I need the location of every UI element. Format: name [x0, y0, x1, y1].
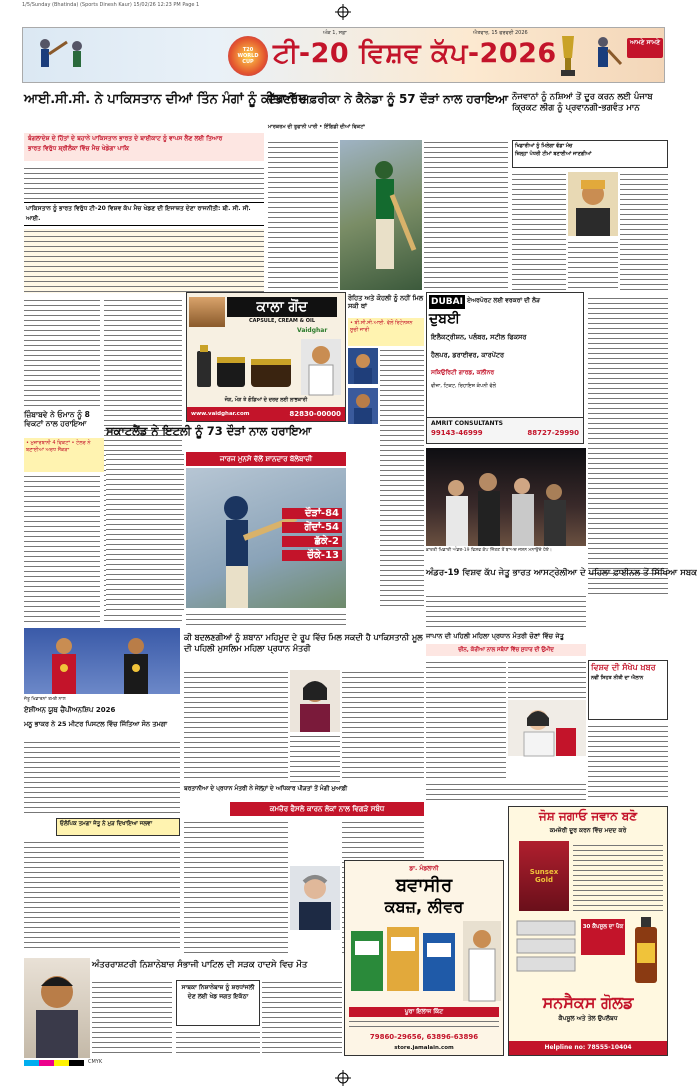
right-col-body-2	[588, 296, 668, 596]
sunsex-headline: ਜੋਸ਼ ਜਗਾਓ ਜਵਾਨ ਬਣੋ	[538, 809, 638, 823]
scotland-sub-bar: ਜਾਰਜ ਮੁਨਸੇ ਵੱਲੋਂ ਸ਼ਾਨਦਾਰ ਬੱਲੇਬਾਜ਼ੀ	[186, 452, 346, 466]
trophy-icon	[558, 34, 578, 78]
ad-kala-products	[193, 337, 297, 395]
japan-body-a	[426, 660, 506, 780]
dubai-footer: AMRIT CONSULTANTS 99143-46999 88727-29990	[427, 417, 583, 443]
kohli-body	[380, 348, 424, 608]
patil-body-a	[92, 980, 172, 1056]
starmer-photo	[290, 866, 340, 930]
mann-bullets: ਖਿਡਾਰੀਆਂ ਨੂੰ ਮਿਲੇਗਾ ਵੱਡਾ ਮੰਚ ਜ਼ਿਲ੍ਹਾ ਪੱਧਰੀ ਟੀਮਾਂ ਬਣਾਈਆਂ ਜਾਣਗੀਆਂ	[512, 140, 668, 168]
patil-body-c	[262, 980, 342, 1056]
bawaseer-title1: ਬਵਾਸੀਰ	[395, 875, 453, 896]
dubai-line4: ਹੈਲਪਰ, ਡਰਾਈਵਰ, ਕਾਰਪੇਂਟਰ	[431, 351, 505, 359]
header-badge: ਆਮਣੇ ਸਾਮਣੇ	[627, 38, 663, 58]
rohit-photo	[348, 348, 378, 384]
bawaseer-products	[351, 921, 461, 1001]
cricket-figures-left	[27, 34, 97, 78]
bawaseer-phone: 79860-29656, 63896-63896	[369, 1033, 479, 1041]
kohli-photo	[348, 388, 378, 424]
medal-photo	[24, 628, 180, 694]
pak-icc-bullets: ਬੰਗਲਾਦੇਸ਼ ਦੇ ਹਿੱਤਾਂ ਦੇ ਬਹਾਨੇ ਪਾਕਿਸਤਾਨ ਭਾਰਤ ਦੇ ਬਾਈਕਾਟ ਨੂੰ ਵਾਪਸ ਲੈਣ ਲਈ ਤਿਆਰ ਭਾਰਤ ਵਿਰੁੱਧ ਸ਼੍ਰੀਲੰਕਾ ਵਿੱਚ ਮੈਚ ਖੇਡੇਗਾ ਪਾਕਿ	[24, 133, 264, 161]
ad-kala-title: ਕਾਲਾ ਗੋਂਦ	[227, 297, 337, 317]
dubai-line2: ਏਅਰਪੋਰਟ ਲਈ ਵਰਕਰਾਂ ਦੀ ਲੋੜ	[467, 297, 541, 304]
sunsex-footer-sub: ਕੈਪਸੂਲ ਅਤੇ ਤੇਲ ਉਪਲੱਬਧ	[558, 1015, 618, 1022]
bcci-body	[24, 229, 264, 293]
scotland-body-2	[186, 612, 346, 628]
japan-sub: ਚੀਨ, ਕੋਰੀਆ ਨਾਲ ਸਬੰਧਾਂ ਵਿੱਚ ਸੁਧਾਰ ਦੀ ਉਮੀਦ	[426, 644, 586, 656]
sunsex-oil-bottle	[629, 915, 663, 985]
pm-subhead: ਬਰਤਾਨੀਆ ਦੇ ਪ੍ਰਧਾਨ ਮੰਤਰੀ ਨੇ ਜੇਲ੍ਹਾਂ ਦੇ ਅਧਿਕਾਰ ਪੀੜਤਾਂ ਤੋਂ ਮੰਗੀ ਮੁਆਫ਼ੀ	[184, 786, 348, 792]
mann-photo	[568, 172, 618, 236]
sunsex-desc	[573, 843, 663, 913]
sa-canada-headline: ਦੱਖਣੀ ਅਫ਼ਰੀਕਾ ਨੇ ਕੈਨੇਡਾ ਨੂੰ 57 ਦੌੜਾਂ ਨਾਲ ਹਰਾਇਆ	[268, 92, 509, 106]
issue-date: ਐਤਵਾਰ, 15 ਫਰਵਰੀ 2026	[473, 30, 528, 36]
sunsex-sub: ਕਮਜ਼ੋਰੀ ਦੂਰ ਕਰਨ ਵਿੱਚ ਮਦਦ ਕਰੇ	[549, 827, 627, 834]
munsey-stats	[282, 508, 342, 561]
dubai-ad	[426, 292, 584, 444]
mann-body-a	[512, 172, 566, 292]
kala-gond-ad	[186, 292, 346, 422]
masthead-title: ਟੀ-20 ਵਿਸ਼ਵ ਕੱਪ-2026	[273, 38, 557, 69]
sa-canada-body-a	[268, 140, 338, 290]
pm-bar: ਕਮਜ਼ੋਰ ਫੈਸਲੇ ਕਾਰਨ ਲੋਕਾਂ ਨਾਲ ਵਿਗੜੇ ਸਬੰਧ	[230, 802, 424, 816]
sunsex-capsule-badge: 30 ਕੈਪਸੂਲ ਦਾ ਪੈਕ	[581, 919, 625, 955]
medal-title: ਏਸ਼ੀਅਨ ਯੂਥ ਚੈਂਪੀਅਨਸ਼ਿਪ 2026	[24, 706, 116, 714]
dubai-tag: DUBAI	[429, 295, 465, 309]
right-col-body-1	[568, 240, 618, 292]
stat-runs: ਦੌੜਾਂ-84	[282, 508, 342, 519]
world-body	[588, 724, 668, 800]
scotland-headline: ਸਕਾਟਲੈਂਡ ਨੇ ਇਟਲੀ ਨੂੰ 73 ਦੌੜਾਂ ਨਾਲ ਹਰਾਇਆ	[106, 424, 312, 438]
medal-caption: ਜੇਤੂ ਖਿਡਾਰਨਾਂ ਤਮਗੇ ਨਾਲ	[24, 697, 66, 702]
bawaseer-site: store.jamalain.com	[394, 1045, 454, 1051]
world-box: ਵਿਸ਼ਵ ਦੀ ਸੰਖੇਪ ਖ਼ਬਰ ਨਵੀਂ ਸਿਹਤ ਨੀਤੀ ਦਾ ਐਲਾਨ	[588, 660, 668, 720]
mann-headline: ਨੌਜਵਾਨਾਂ ਨੂੰ ਨਸ਼ਿਆਂ ਤੋਂ ਦੂਰ ਕਰਨ ਲਈ ਪੰਜਾਬ ਕ੍ਰਿਕਟ ਲੀਗ ਨੂੰ ਪ੍ਰਵਾਨਗੀ-ਭਗਵੰਤ ਮਾਨ	[512, 92, 653, 113]
pm-body-d	[184, 820, 288, 954]
sa-canada-sub: ਮਾਰਕਰਮ ਦੀ ਤੂਫਾਨੀ ਪਾਰੀ • ਇੰਗਿਡੀ ਦੀਆਂ ਵਿਕਟਾਂ	[268, 124, 365, 130]
cricket-figures-right	[583, 34, 623, 78]
pm-body-b	[342, 670, 424, 782]
japan-body-c	[426, 782, 586, 802]
bawaseer-top: ਡਾ. ਮੰਡਲਾਨੀ	[409, 865, 439, 872]
pak-icc-headline: ਆਈ.ਸੀ.ਸੀ. ਨੇ ਪਾਕਿਸਤਾਨ ਦੀਆਂ ਤਿੰਨ ਮੰਗਾਂ ਨੂੰ ਕੀਤਾ ਰੱਦ	[24, 92, 308, 107]
bawaseer-body	[349, 1019, 499, 1029]
patil-headline: ਅੰਤਰਰਾਸ਼ਟਰੀ ਨਿਸ਼ਾਨੇਬਾਜ਼ ਸੰਭਾਜੀ ਪਾਟਿਲ ਦੀ ਸੜਕ ਹਾਦਸੇ ਵਿਚ ਮੌਤ	[92, 960, 308, 970]
sa-batsman-photo	[340, 140, 422, 290]
dubai-title: ਦੁਬਈ	[429, 311, 460, 327]
patil-photo	[24, 958, 90, 1058]
stat-balls: ਗੇਂਦਾਂ-54	[282, 522, 342, 533]
registration-mark-top	[335, 4, 351, 20]
sunsex-helpline: Helpline no: 78555-10404	[509, 1041, 667, 1055]
medal-body-a	[24, 740, 180, 816]
cmyk-bar	[24, 1060, 84, 1066]
patil-box: ਸਾਬਕਾ ਨਿਸ਼ਾਨੇਬਾਜ਼ ਨੂੰ ਸ਼ਰਧਾਂਜਲੀ ਦੇਣ ਲਈ ਖੇਡ ਜਗਤ ਇਕੱਠਾ	[176, 980, 260, 1026]
registration-mark-bottom	[335, 1070, 351, 1086]
ad-kala-doctor	[301, 339, 341, 395]
dubai-line6: ਵੀਜ਼ਾ, ਟਿਕਟ, ਰਿਹਾਇਸ਼ ਕੰਪਨੀ ਵੱਲੋਂ	[431, 383, 496, 389]
cmyk-label: CMYK	[88, 1059, 103, 1065]
scotland-body	[106, 452, 184, 612]
pm-body-a	[184, 670, 288, 782]
bcci-subhead: ਪਾਕਿਸਤਾਨ ਨੂੰ ਭਾਰਤ ਵਿਰੁੱਧ ਟੀ-20 ਵਿਸ਼ਵ ਕੱਪ ਮੈਚ ਖੇਡਣ ਦੀ ਇਜਾਜ਼ਤ ਦੇਣਾ ਰਾਜਨੀਤੀ: ਬੀ. ਸੀ. ਸੀ. ਆਈ.	[24, 202, 264, 226]
sunsex-strips	[517, 919, 577, 975]
japan-body-b	[508, 660, 586, 698]
pm-body-c	[290, 734, 340, 782]
ad-kala-sub: CAPSULE, CREAM & OIL	[248, 318, 316, 324]
celebration-photo	[426, 448, 586, 546]
masthead	[22, 27, 665, 83]
issue-label: ਅੰਕ 1, ਸਫ਼ਾ	[323, 30, 347, 36]
ad-kala-contact: www.vaidghar.com 82830-00000	[187, 407, 345, 421]
zimbabwe-body	[24, 474, 100, 622]
print-meta: 1/5/Sunday (Bhatinda) (Sports Dinesh Kaur) 15/02/26 12:23 PM Page 1	[22, 2, 200, 8]
bawaseer-ad	[344, 860, 504, 1056]
takaichi-photo	[508, 700, 586, 756]
medal-box: ਓਲੰਪਿਕ ਤਮਗਾ ਜੇਤੂ ਨੇ ਮੁੜ ਦਿਖਾਇਆ ਜਲਵਾ	[56, 818, 180, 836]
medal-headline: ਮਨੂ ਭਾਕਰ ਨੇ 25 ਮੀਟਰ ਪਿਸਟਲ ਵਿੱਚ ਜਿੱਤਿਆ ਸੋਨ ਤਮਗਾ	[24, 720, 168, 728]
zimbabwe-headline: ਜ਼ਿੰਬਾਬਵੇ ਨੇ ਓਮਾਨ ਨੂੰ 8 ਵਿਕਟਾਂ ਨਾਲ ਹਰਾਇਆ	[24, 410, 90, 428]
u19-body	[426, 594, 586, 628]
celebration-caption: ਭਾਰਤੀ ਖਿਡਾਰੀ ਅੰਡਰ-19 ਵਿਸ਼ਵ ਕੱਪ ਜਿੱਤਣ ਤੋਂ ਬਾਅਦ ਜਸ਼ਨ ਮਨਾਉਂਦੇ ਹੋਏ।	[426, 548, 552, 553]
dubai-line5: ਸਕਿਉਰਿਟੀ ਗਾਰਡ, ਕਲੀਨਰ	[431, 369, 495, 376]
patil-body-b	[176, 1030, 260, 1056]
stat-sixes: ਛੱਕੇ-2	[282, 536, 342, 547]
medal-body-b	[24, 840, 180, 952]
sunsex-ad	[508, 806, 668, 1056]
kohli-bullet: • ਬੀ.ਸੀ.ਸੀ.ਆਈ. ਵੱਲੋਂ ਰਿਟੇਨਸ਼ਨ ਸੂਚੀ ਜਾਰੀ	[348, 318, 424, 346]
japan-headline: ਜਾਪਾਨ ਦੀ ਪਹਿਲੀ ਮਹਿਲਾ ਪ੍ਰਧਾਨ ਮੰਤਰੀ ਚੋਣਾਂ ਵਿੱਚ ਜੇਤੂ	[426, 632, 564, 640]
sunsex-footer-title: ਸਨਸੈਕਸ ਗੋਲਡ	[542, 993, 634, 1012]
pak-icc-body	[24, 166, 264, 200]
sunsex-box-product: Sunsex Gold	[519, 841, 569, 911]
dubai-phones: 99143-46999 88727-29990	[431, 429, 579, 437]
zimbabwe-bullets: • ਮੁਜ਼ਾਰਬਾਨੀ 4 ਵਿਕਟਾਂ • ਟੇਲਰ ਨੇ ਬਣਾਈਆਂ ਅਰਧ ਸੈਂਕੜਾ	[24, 438, 104, 472]
pm-headline: ਕੀ ਬਦਲਣਗੀਆਂ ਨੂੰ ਸ਼ਬਾਨਾ ਮਹਿਮੂਦ ਦੇ ਰੂਪ ਵਿੱਚ ਮਿਲ ਸਕਦੀ ਹੈ ਪਾਕਿਸਤਾਨੀ ਮੂਲ ਦੀ ਪਹਿਲੀ ਮੁਸਲਿਮ ਮਹਿਲਾ ਪ੍ਰਧਾਨ ਮੰਤਰੀ	[184, 633, 423, 653]
kohli-headline: ਰੋਹਿਤ ਅਤੇ ਕੋਹਲੀ ਨੂੰ ਨਹੀਂ ਮਿਲ ਸਕੀ ਥਾਂ	[348, 294, 424, 310]
u19-headline: ਅੰਡਰ-19 ਵਿਸ਼ਵ ਕੱਪ ਜੇਤੂ ਭਾਰਤ ਆਸਟ੍ਰੇਲੀਆ ਦੇ ਪਹਿਲਾ ਫ਼ਾਈਨਲ ਤੋਂ ਸਿੱਖਿਆ ਸਬਕ	[426, 568, 697, 578]
bawaseer-kit: ਪੂਰਾ ਇਲਾਜ ਕਿੱਟ	[349, 1007, 499, 1017]
ad-kala-footer: ਜੋੜ, ਮੋੜ ਤੇ ਗੋਡਿਆਂ ਦੇ ਦਰਦ ਲਈ ਲਾਭਕਾਰੀ	[224, 397, 308, 403]
dubai-line3: ਇਲੈਕਟ੍ਰੀਸ਼ਨ, ਪਲੰਬਰ, ਸਟੀਲ ਫਿਕਸਰ	[431, 333, 527, 341]
left-col-body-1	[24, 298, 100, 408]
ad-kala-brand: Vaidghar	[297, 327, 328, 334]
stat-fours: ਚੌਕੇ-13	[282, 550, 342, 561]
ad-kala-people	[189, 297, 225, 327]
sa-canada-body-b	[424, 140, 508, 290]
mann-body-b	[620, 172, 668, 292]
t20-logo: T20 WORLD CUP	[228, 36, 268, 76]
shabana-photo	[290, 670, 340, 732]
bawaseer-doctor	[463, 921, 501, 1001]
bawaseer-title2: ਕਬਜ਼, ਲੀਵਰ	[384, 897, 464, 916]
munsey-photo	[186, 468, 346, 608]
